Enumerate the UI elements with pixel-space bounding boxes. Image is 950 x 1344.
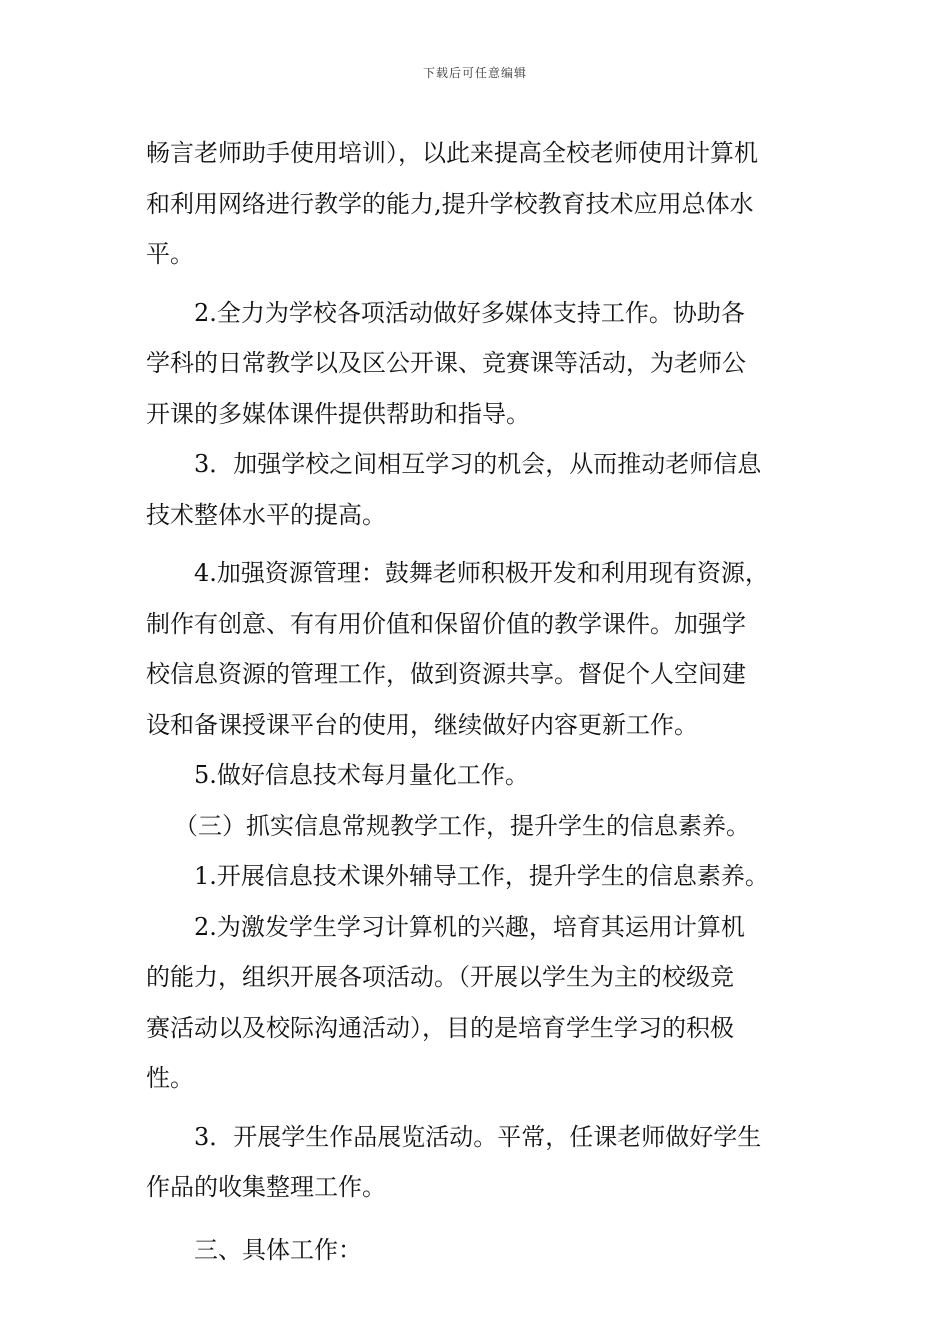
text-line: 4.加强资源管理：鼓舞老师积极开发和利用现有资源， [194,559,769,587]
paragraph-item-5-quantify [146,750,808,801]
text-line: 5.做好信息技术每月量化工作。 [194,761,529,789]
text-line: 的能力，组织开展各项活动。（开展以学生为主的校级竞 [146,963,734,991]
text-line: 1.开展信息技术课外辅导工作，提升学生的信息素养。 [194,862,769,890]
text-line: 畅言老师助手使用培训），以此来提高全校老师使用计算机 [146,139,758,167]
paragraph-item-3-exchange [146,439,808,540]
text-line: 作品的收集整理工作。 [146,1173,386,1201]
text-line: 学科的日常教学以及区公开课、竞赛课等活动，为老师公 [146,349,746,377]
text-line: 平。 [146,240,194,268]
paragraph-item-3-exhibition [146,1112,808,1213]
text-line: 设和备课授课平台的使用，继续做好内容更新工作。 [146,710,698,739]
text-line: 三、具体工作： [194,1235,362,1264]
text-line: 赛活动以及校际沟通活动），目的是培育学生学习的积极 [146,1013,734,1042]
text-line: （三）抓实信息常规教学工作，提升学生的信息素养。 [174,811,750,840]
text-line: 制作有创意、有有用价值和保留价值的教学课件。加强学 [146,609,746,638]
text-line: 开课的多媒体课件提供帮助和指导。 [146,399,530,428]
text-line: 校信息资源的管理工作，做到资源共享。督促个人空间建 [146,660,746,688]
text-line: 2.全力为学校各项活动做好多媒体支持工作。协助各 [194,298,745,327]
text-line: 2.为激发学生学习计算机的兴趣，培育其运用计算机 [194,912,745,941]
section-heading-3 [146,801,808,852]
text-line: 性。 [146,1064,194,1092]
paragraph-item-2-multimedia [146,288,808,440]
paragraph-item-2-activities [146,902,808,1104]
text-line: 3．加强学校之间相互学习的机会，从而推动老师信息 [194,450,762,478]
paragraph-item-4-resources [146,548,808,750]
text-line: 3．开展学生作品展览活动。平常，任课老师做好学生 [194,1122,762,1151]
text-line: 技术整体水平的提高。 [146,500,386,529]
paragraph-item-1-tutoring [146,851,808,902]
text-line: 和利用网络进行教学的能力,提升学校教育技术应用总体水 [146,189,754,218]
section-heading-specific-work [146,1225,808,1276]
page-header: 下载后可任意编辑 [422,66,527,80]
paragraph-training [146,128,808,280]
document-body [146,128,808,1275]
